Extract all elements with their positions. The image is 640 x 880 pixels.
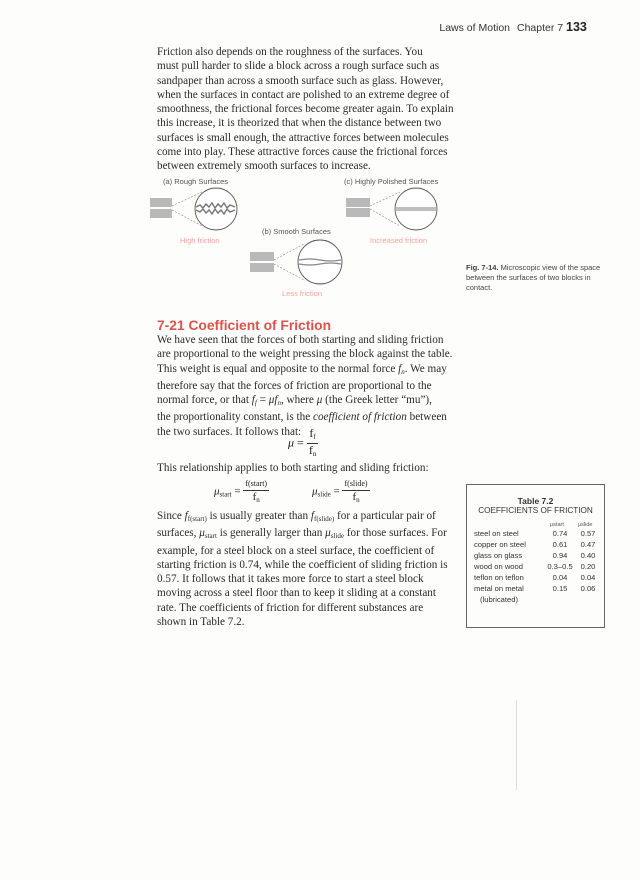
text-line: surfaces, $\mu_{start}$ is generally larger than $\mu_{slide}$ for those surfaces. For (157, 527, 447, 541)
table-title: Table 7.2 (517, 496, 554, 506)
text-line: surfaces is small enough, the attractive forces between molecules (157, 131, 449, 144)
text-line: when the surfaces in contact are polished to an extreme degree of (157, 88, 450, 101)
column-header-start: μstart (550, 522, 564, 528)
panel-b-sublabel: Less friction (282, 289, 323, 298)
text-line: this increase, it is theorized that when the distance between two (157, 117, 442, 130)
paragraph-coefficient-definition (157, 333, 460, 439)
text-line: the two surfaces. It follows that: (157, 425, 302, 438)
smooth-surfaces-illustration (250, 236, 346, 288)
column-header-slide: μslide (578, 522, 593, 528)
text-line: 0.57. It follows that it takes more force to start a steel block (157, 573, 424, 586)
table-subtitle: COEFFICIENTS OF FRICTION (478, 506, 593, 515)
polished-surfaces-illustration (346, 186, 442, 234)
equation-mu-definition: μ = $\frac{f_f}{f_n}$ (288, 426, 317, 458)
equation-mu-start: $\mu_{start}$ = $\frac{\text{f(start)}}{f_n}$ (214, 479, 268, 504)
caption-label: Fig. 7-14. (466, 263, 499, 272)
running-header-title: Laws of Motion (439, 22, 510, 34)
page-number: 133 (566, 20, 587, 34)
text-line: normal force, or that $f_f = \mu f_n$, where μ (the Greek letter “mu”), (157, 394, 432, 408)
text-line: moving across a steel floor than to keep it sliding at a constant (157, 587, 436, 600)
text-line: Friction also depends on the roughness of the surfaces. You (157, 46, 423, 58)
text-line: therefore say that the forces of friction are proportional to the (157, 379, 432, 392)
rough-surfaces-illustration (150, 186, 242, 234)
text-line: example, for a steel block on a steel surface, the coefficient of (157, 544, 435, 557)
text-line: This weight is equal and opposite to the normal force $f_n$. We may (157, 362, 447, 376)
caption-text: Microscopic view of the space between the surfaces of two blocks in contact. (466, 263, 601, 292)
text-line: sandpaper than across a smooth surface such as glass. However, (157, 74, 444, 87)
relation-text: This relationship applies to both starting and sliding friction: (157, 462, 429, 474)
paragraph-steel-example (157, 509, 460, 629)
friction-coefficients-table: Table 7.2 COEFFICIENTS OF FRICTION μstart μslide steel on steel 0.74 0.57 copper on steel 0.61 0.47 glass on glass 0.94 0.40 wood on wood 0.3–0.5 0.20 teflon on teflon 0.04 0.04 metal on metal 0.15 0.06 (lubricated) (466, 484, 605, 628)
text-line: the proportionality constant, is the coefficient of friction between (157, 411, 447, 424)
panel-c-label: (c) Highly Polished Surfaces (344, 177, 439, 186)
panel-a-sublabel: High friction (180, 236, 220, 245)
paragraph-roughness (157, 45, 460, 174)
text-line: are proportional to the weight pressing the block against the table. (157, 348, 453, 361)
text-line: smoothness, the frictional forces become greater again. To explain (157, 103, 454, 116)
text-line: starting friction is 0.74, while the coefficient of sliding friction is (157, 558, 448, 571)
panel-c-sublabel: Increased friction (370, 236, 428, 245)
panel-b-label: (b) Smooth Surfaces (262, 227, 331, 236)
text-line: rate. The coefficients of friction for different substances are (157, 601, 424, 614)
panel-a-label: (a) Rough Surfaces (163, 177, 229, 186)
faint-margin-line (516, 700, 517, 790)
section-heading: 7-21 Coefficient of Friction (157, 318, 332, 333)
text-line: shown in Table 7.2. (157, 616, 245, 629)
text-line: We have seen that the forces of both starting and sliding friction (157, 334, 444, 346)
running-header-chapter: Chapter 7 (517, 22, 564, 34)
text-line: must pull harder to slide a block across a rough surface such as (157, 60, 440, 73)
equation-mu-slide: $\mu_{slide}$ = $\frac{\text{f(slide)}}{f_n}$ (312, 479, 368, 504)
text-line: Since $f_{f(start)}$ is usually greater than $f_{f(slide)}$ for a particular pair of (157, 510, 436, 523)
text-line: between extremely smooth surfaces to increase. (157, 160, 371, 173)
text-line: come into play. These attractive forces cause the frictional forces (157, 146, 448, 159)
figure-caption (466, 263, 606, 293)
